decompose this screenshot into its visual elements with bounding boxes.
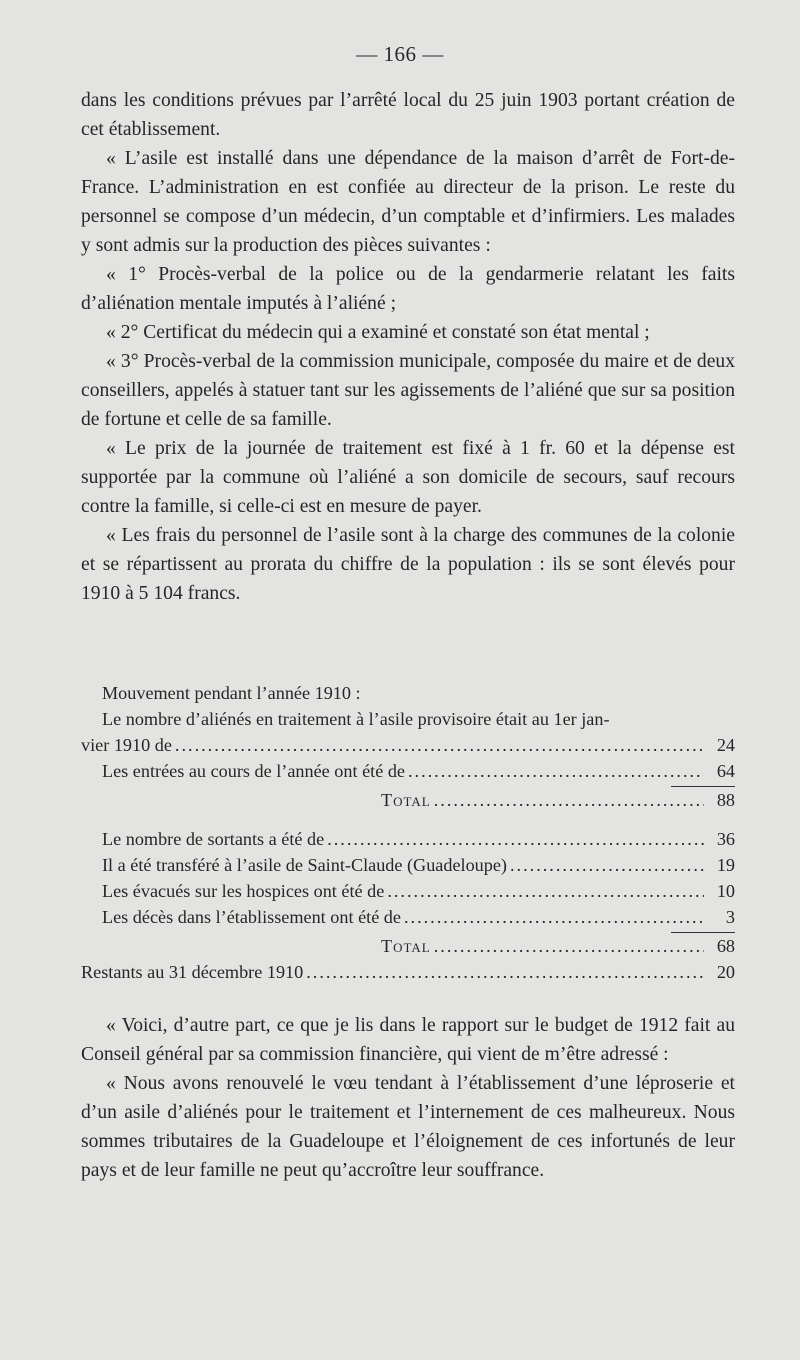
stats-row-total-1 (81, 787, 735, 813)
stats-row-out (81, 904, 735, 930)
paragraph: « Voici, d’autre part, ce que je lis dans le rapport sur le budget de 1912 fait au Conseil général par sa commission financière, qui vient de m’être adressé : (81, 1015, 735, 1065)
stats-row-initial (81, 732, 735, 758)
statistics-table (81, 680, 735, 985)
row-label: Il a été transféré à l’asile de Saint-Claude (Guadeloupe) (102, 855, 507, 875)
row-value: 3 (725, 907, 735, 927)
page-number: — 166 — (356, 42, 444, 66)
row-label: Les entrées au cours de l’année ont été de (102, 761, 405, 781)
stats-intro-line: Le nombre d’aliénés en traitement à l’asile provisoire était au 1er jan- (102, 709, 610, 729)
leader-dots (175, 732, 704, 758)
closing-text (81, 1011, 735, 1185)
paragraph: « Nous avons renouvelé le vœu tendant à l’établissement d’une léproserie et d’un asile d’aliénés pour le traitement et l’internement de ces malheureux. Nous sommes tributaires de la Guadeloupe et l’éloignement de ces infortunés de leur pays et de leur famille ne peut qu’accroître leur souffrance. (81, 1073, 735, 1181)
row-value: 68 (716, 936, 735, 956)
paragraph: « L’asile est installé dans une dépendance de la maison d’arrêt de Fort-de-France. L’administration en est confiée au directeur de la prison. Le reste du personnel se compose d’un médecin, d’un comptable et d’infirmiers. Les malades y sont admis sur la production des pièces suivantes : (81, 148, 735, 256)
leader-dots (510, 852, 704, 878)
row-value: 24 (716, 735, 735, 755)
row-value: 19 (716, 855, 735, 875)
row-label: Les évacués sur les hospices ont été de (102, 881, 385, 901)
paragraph: « 3° Procès-verbal de la commission municipale, composée du maire et de deux conseillers, appelés à statuer tant sur les agissements de l’aliéné que sur sa position de fortune et celle de sa famille. (81, 351, 735, 430)
body-text (81, 86, 735, 608)
stats-row-entries (81, 758, 735, 784)
row-value: 20 (716, 962, 735, 982)
leader-dots (306, 959, 704, 985)
leader-dots (327, 826, 704, 852)
leader-dots (408, 758, 704, 784)
paragraph: « Les frais du personnel de l’asile sont à la charge des communes de la colonie et se répartissent au prorata du chiffre de la population : ils se sont élevés pour 1910 à 5 104 francs. (81, 525, 735, 604)
leader-dots (404, 904, 704, 930)
stats-heading: Mouvement pendant l’année 1910 : (102, 683, 361, 703)
row-value: 64 (716, 761, 735, 781)
row-label: Les décès dans l’établissement ont été de (102, 907, 401, 927)
stats-row-out (81, 878, 735, 904)
stats-row-out (81, 826, 735, 852)
row-label: Total (381, 790, 431, 810)
row-value: 10 (716, 881, 735, 901)
stats-row-remaining (81, 959, 735, 985)
row-label: Le nombre de sortants a été de (102, 829, 325, 849)
paragraph: « Le prix de la journée de traitement est fixé à 1 fr. 60 et la dépense est supportée par la commune où l’aliéné a son domicile de secours, sauf recours contre la famille, si celle-ci est en mesure de payer. (81, 438, 735, 517)
paragraph: dans les conditions prévues par l’arrêté local du 25 juin 1903 portant création de cet établissement. (81, 90, 735, 140)
row-label: Total (381, 936, 431, 956)
row-value: 36 (716, 829, 735, 849)
leader-dots (434, 933, 704, 959)
leader-dots (434, 787, 704, 813)
paragraph: « 2° Certificat du médecin qui a examiné et constaté son état mental ; (106, 322, 650, 343)
row-value: 88 (716, 790, 735, 810)
paragraph: « 1° Procès-verbal de la police ou de la gendarmerie relatant les faits d’aliénation mentale imputés à l’aliéné ; (81, 264, 735, 314)
stats-row-out (81, 852, 735, 878)
leader-dots (387, 878, 704, 904)
stats-row-total-2 (81, 933, 735, 959)
row-label: vier 1910 de (81, 735, 172, 755)
row-label: Restants au 31 décembre 1910 (81, 962, 304, 982)
